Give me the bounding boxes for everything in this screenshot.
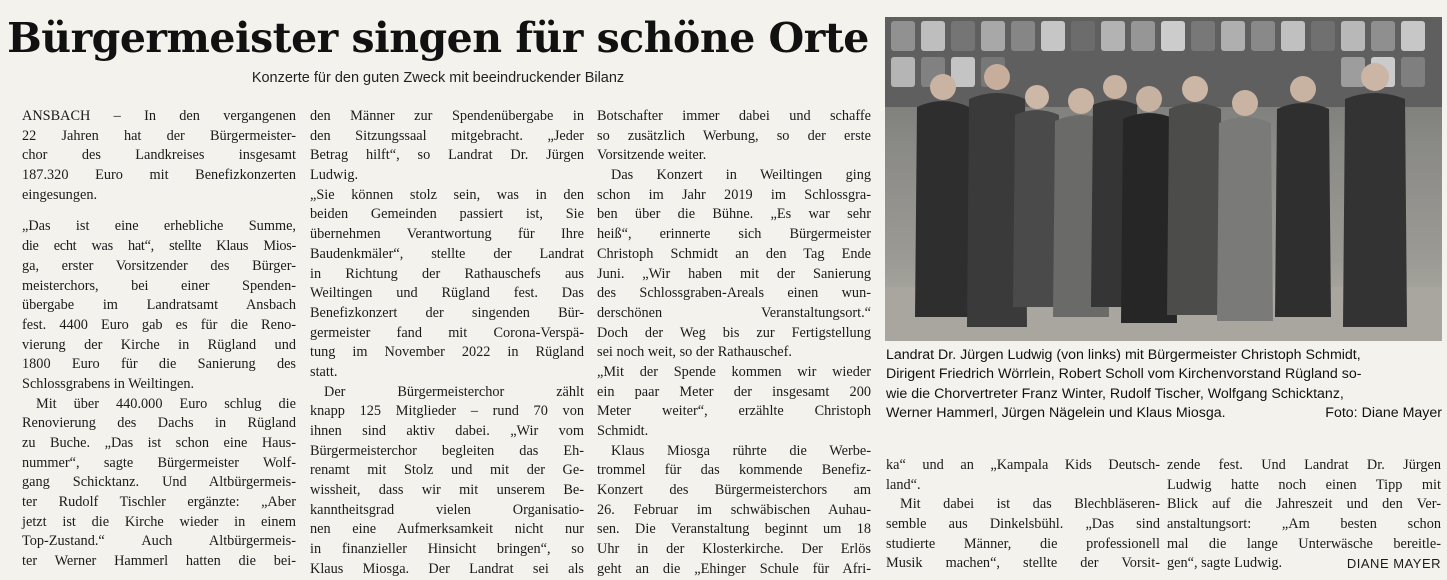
text-line: fest. 4400 Euro gab es für die Reno-	[22, 316, 296, 333]
text-line: eingesungen.	[22, 186, 98, 203]
text-line: so zusätzlich Werbung, so der erste	[597, 127, 871, 144]
text-line: ihnen sind aktiv dabei. „Wir vom	[310, 423, 584, 439]
text-column-5	[1167, 456, 1441, 574]
text-line: nummer“, sagte Bürgermeister Wolf-	[22, 454, 296, 471]
text-line: Schlossgrabens in Weiltingen.	[22, 375, 195, 392]
text-line: heiß“, erinnerte sich Bürgermeister	[597, 226, 871, 243]
text-line: sen. Die Veranstaltung beginnt um 18	[597, 521, 871, 538]
text-column-1	[22, 107, 296, 572]
text-line: Konzert des Bürgermeisterchors am	[597, 482, 871, 499]
text-line: ein paar Meter der insgesamt 200	[597, 383, 871, 400]
text-line: Klaus Miosga. Der Landrat sei als	[310, 560, 584, 577]
text-line: Juni. „Wir haben mit der Sanierung	[597, 265, 871, 282]
text-line: gang Schicktanz. Und Altbürgermeis-	[22, 474, 296, 491]
text-line: tung im November 2022 in Rügland	[310, 344, 584, 361]
text-line: schon im Jahr 2019 im Schlossgra-	[597, 186, 871, 203]
text-line: mal die lange Unterwäsche bereitle-	[1167, 535, 1441, 552]
text-line: Ludwig.	[310, 167, 359, 184]
text-line: Christoph Schmidt an den Tag Ende	[597, 245, 871, 262]
article-subheadline: Konzerte für den guten Zweck mit beeindruckender Bilanz	[251, 70, 625, 86]
caption-line: Landrat Dr. Jürgen Ludwig (von links) mit Bürgermeister Christoph Schmidt,	[886, 347, 1361, 363]
text-line: Uhr in der Klosterkirche. Der Erlös	[597, 541, 871, 558]
text-line: Betrag hilft“, so Landrat Dr. Jürgen	[310, 147, 584, 164]
text-line: „Sie können stolz sein, was in den	[310, 186, 584, 203]
text-line: ter Werner Hammerl hatten die bei-	[22, 553, 296, 570]
text-line: ben über die Bühne. „Es war sehr	[597, 206, 871, 223]
text-line: Das Konzert in Weiltingen ging	[611, 167, 871, 184]
text-line: Botschafter immer dabei und schaffe	[597, 108, 871, 124]
text-column-2	[310, 107, 584, 580]
text-line: ga, erster Vorsitzender des Bürger-	[22, 257, 296, 274]
caption-line: Dirigent Friedrich Wörrlein, Robert Scholl vom Kirchenvorstand Rügland so-	[886, 366, 1362, 383]
text-line: wissheit, dass wir mit unserem Be-	[310, 482, 584, 499]
text-line: beiden Gemeinden passiert ist, Sie	[310, 206, 584, 223]
text-line: germeister fand mit Corona-Verspä-	[310, 324, 584, 341]
text-line: meisterchors, bei einer Spenden-	[22, 277, 296, 294]
text-line: renamt mit Stolz und mit der Ge-	[310, 462, 584, 479]
article-headline: Bürgermeister singen für schöne Orte	[7, 14, 869, 62]
text-line: Benefizkonzert der singenden Bür-	[310, 304, 584, 321]
group-photo-image	[885, 17, 1442, 341]
text-line: gen“, sagte Ludwig. DIANE MAYER	[1167, 554, 1441, 574]
text-line: den Männer zur Spendenübergabe in	[310, 108, 584, 124]
photo-caption	[886, 346, 1442, 423]
text-line: 187.320 Euro mit Benefizkonzerten	[22, 167, 296, 184]
text-line: studierte Männer, die professionell	[886, 535, 1160, 552]
caption-line: wie die Chorvertreter Franz Winter, Rudolf Tischer, Wolfgang Schicktanz,	[886, 385, 1344, 402]
text-column-3	[597, 107, 871, 580]
text-line: Weiltingen und Rügland fest. Das	[310, 285, 584, 302]
text-line: Doch der Weg bis zur Fertigstellung	[597, 324, 871, 341]
text-line: „Das ist eine erhebliche Summe,	[22, 218, 296, 235]
text-line: Meter weiter“, erzählte Christoph	[597, 403, 871, 420]
text-line: des Schlossgraben-Areals einen wun-	[597, 285, 871, 302]
text-line: zu Buche. „Das ist schon eine Haus-	[22, 435, 296, 451]
text-line: Top-Zustand.“ Auch Altbürgermeis-	[22, 533, 296, 550]
text-line: trommel für das kommende Benefiz-	[597, 462, 871, 479]
article-author: DIANE MAYER	[1346, 556, 1441, 572]
text-line: 26. Februar im schwäbischen Auhau-	[597, 501, 871, 518]
text-line: den Sitzungssaal mitgebracht. „Jeder	[310, 127, 584, 144]
text-line: geht an die „Ehinger Schule für Afri-	[597, 560, 871, 577]
text-line: zende fest. Und Landrat Dr. Jürgen	[1167, 457, 1441, 473]
text-line: Der Bürgermeisterchor zählt	[324, 383, 584, 400]
caption-line: Werner Hammerl, Jürgen Nägelein und Klaus Miosga. Foto: Diane Mayer	[886, 404, 1442, 423]
text-line: Ludwig hatte noch einen Tipp mit	[1167, 476, 1441, 493]
text-line: sei noch weit, so der Rathauschef.	[597, 344, 792, 361]
text-line: Baudenkmäler“, stellte der Landrat	[310, 245, 584, 262]
group-photo	[885, 17, 1442, 341]
text-line: in Richtung der Rathauschefs aus	[310, 265, 584, 282]
text-line: Musik machen“, stellte der Vorsit-	[886, 555, 1160, 572]
text-line: anstaltungsort: „Am besten schon	[1167, 516, 1441, 533]
text-line: statt.	[310, 363, 338, 380]
text-line: chor des Landkreises insgesamt	[22, 147, 296, 164]
text-line: in finanzieller Hinsicht bringen“, so	[310, 541, 584, 558]
text-line: semble aus Dinkelsbühl. „Das sind	[886, 516, 1160, 533]
text-line: Mit über 440.000 Euro schlug die	[36, 395, 296, 412]
text-line: übergabe im Landratsamt Ansbach	[22, 297, 296, 314]
photo-credit: Foto: Diane Mayer	[1325, 404, 1442, 421]
text-line: Blick auf die Jahreszeit und den Ver-	[1167, 496, 1441, 513]
text-line: „Mit der Spende kommen wir wieder	[597, 363, 871, 380]
text-line: die echt was hat“, stellte Klaus Mios-	[22, 238, 296, 255]
text-line: Renovierung des Dachs in Rügland	[22, 415, 296, 432]
text-line: Klaus Miosga rührte die Werbe-	[611, 442, 871, 459]
text-line: ka“ und an „Kampala Kids Deutsch-	[886, 457, 1160, 473]
text-line: ter Rudolf Tischler ergänzte: „Aber	[22, 494, 296, 511]
text-line: 1800 Euro für die Sanierung des	[22, 356, 296, 373]
text-line: knapp 125 Mitglieder – rund 70 von	[310, 403, 584, 420]
text-line: übernehmen Verantwortung für Ihre	[310, 226, 584, 243]
text-line: vierung der Kirche in Rügland und	[22, 336, 296, 353]
text-line: Mit dabei ist das Blechbläseren-	[900, 496, 1160, 513]
text-line: 22 Jahren hat der Bürgermeister-	[22, 127, 296, 144]
text-line: derschönen Veranstaltungsort.“	[597, 304, 871, 321]
text-line: ANSBACH – In den vergangenen	[22, 108, 296, 124]
text-line: kanntheitsgrad vielen Organisatio-	[310, 501, 584, 518]
text-line: land“.	[886, 476, 921, 493]
text-line: nen eine Aufmerksamkeit nicht nur	[310, 521, 584, 538]
text-line: Bürgermeisterchor begleiten das Eh-	[310, 442, 584, 459]
text-line: Vorsitzende weiter.	[597, 147, 707, 164]
text-line: Schmidt.	[597, 423, 649, 439]
text-column-4	[886, 456, 1160, 574]
text-line: jetzt ist die Kirche wieder in einem	[22, 513, 296, 530]
